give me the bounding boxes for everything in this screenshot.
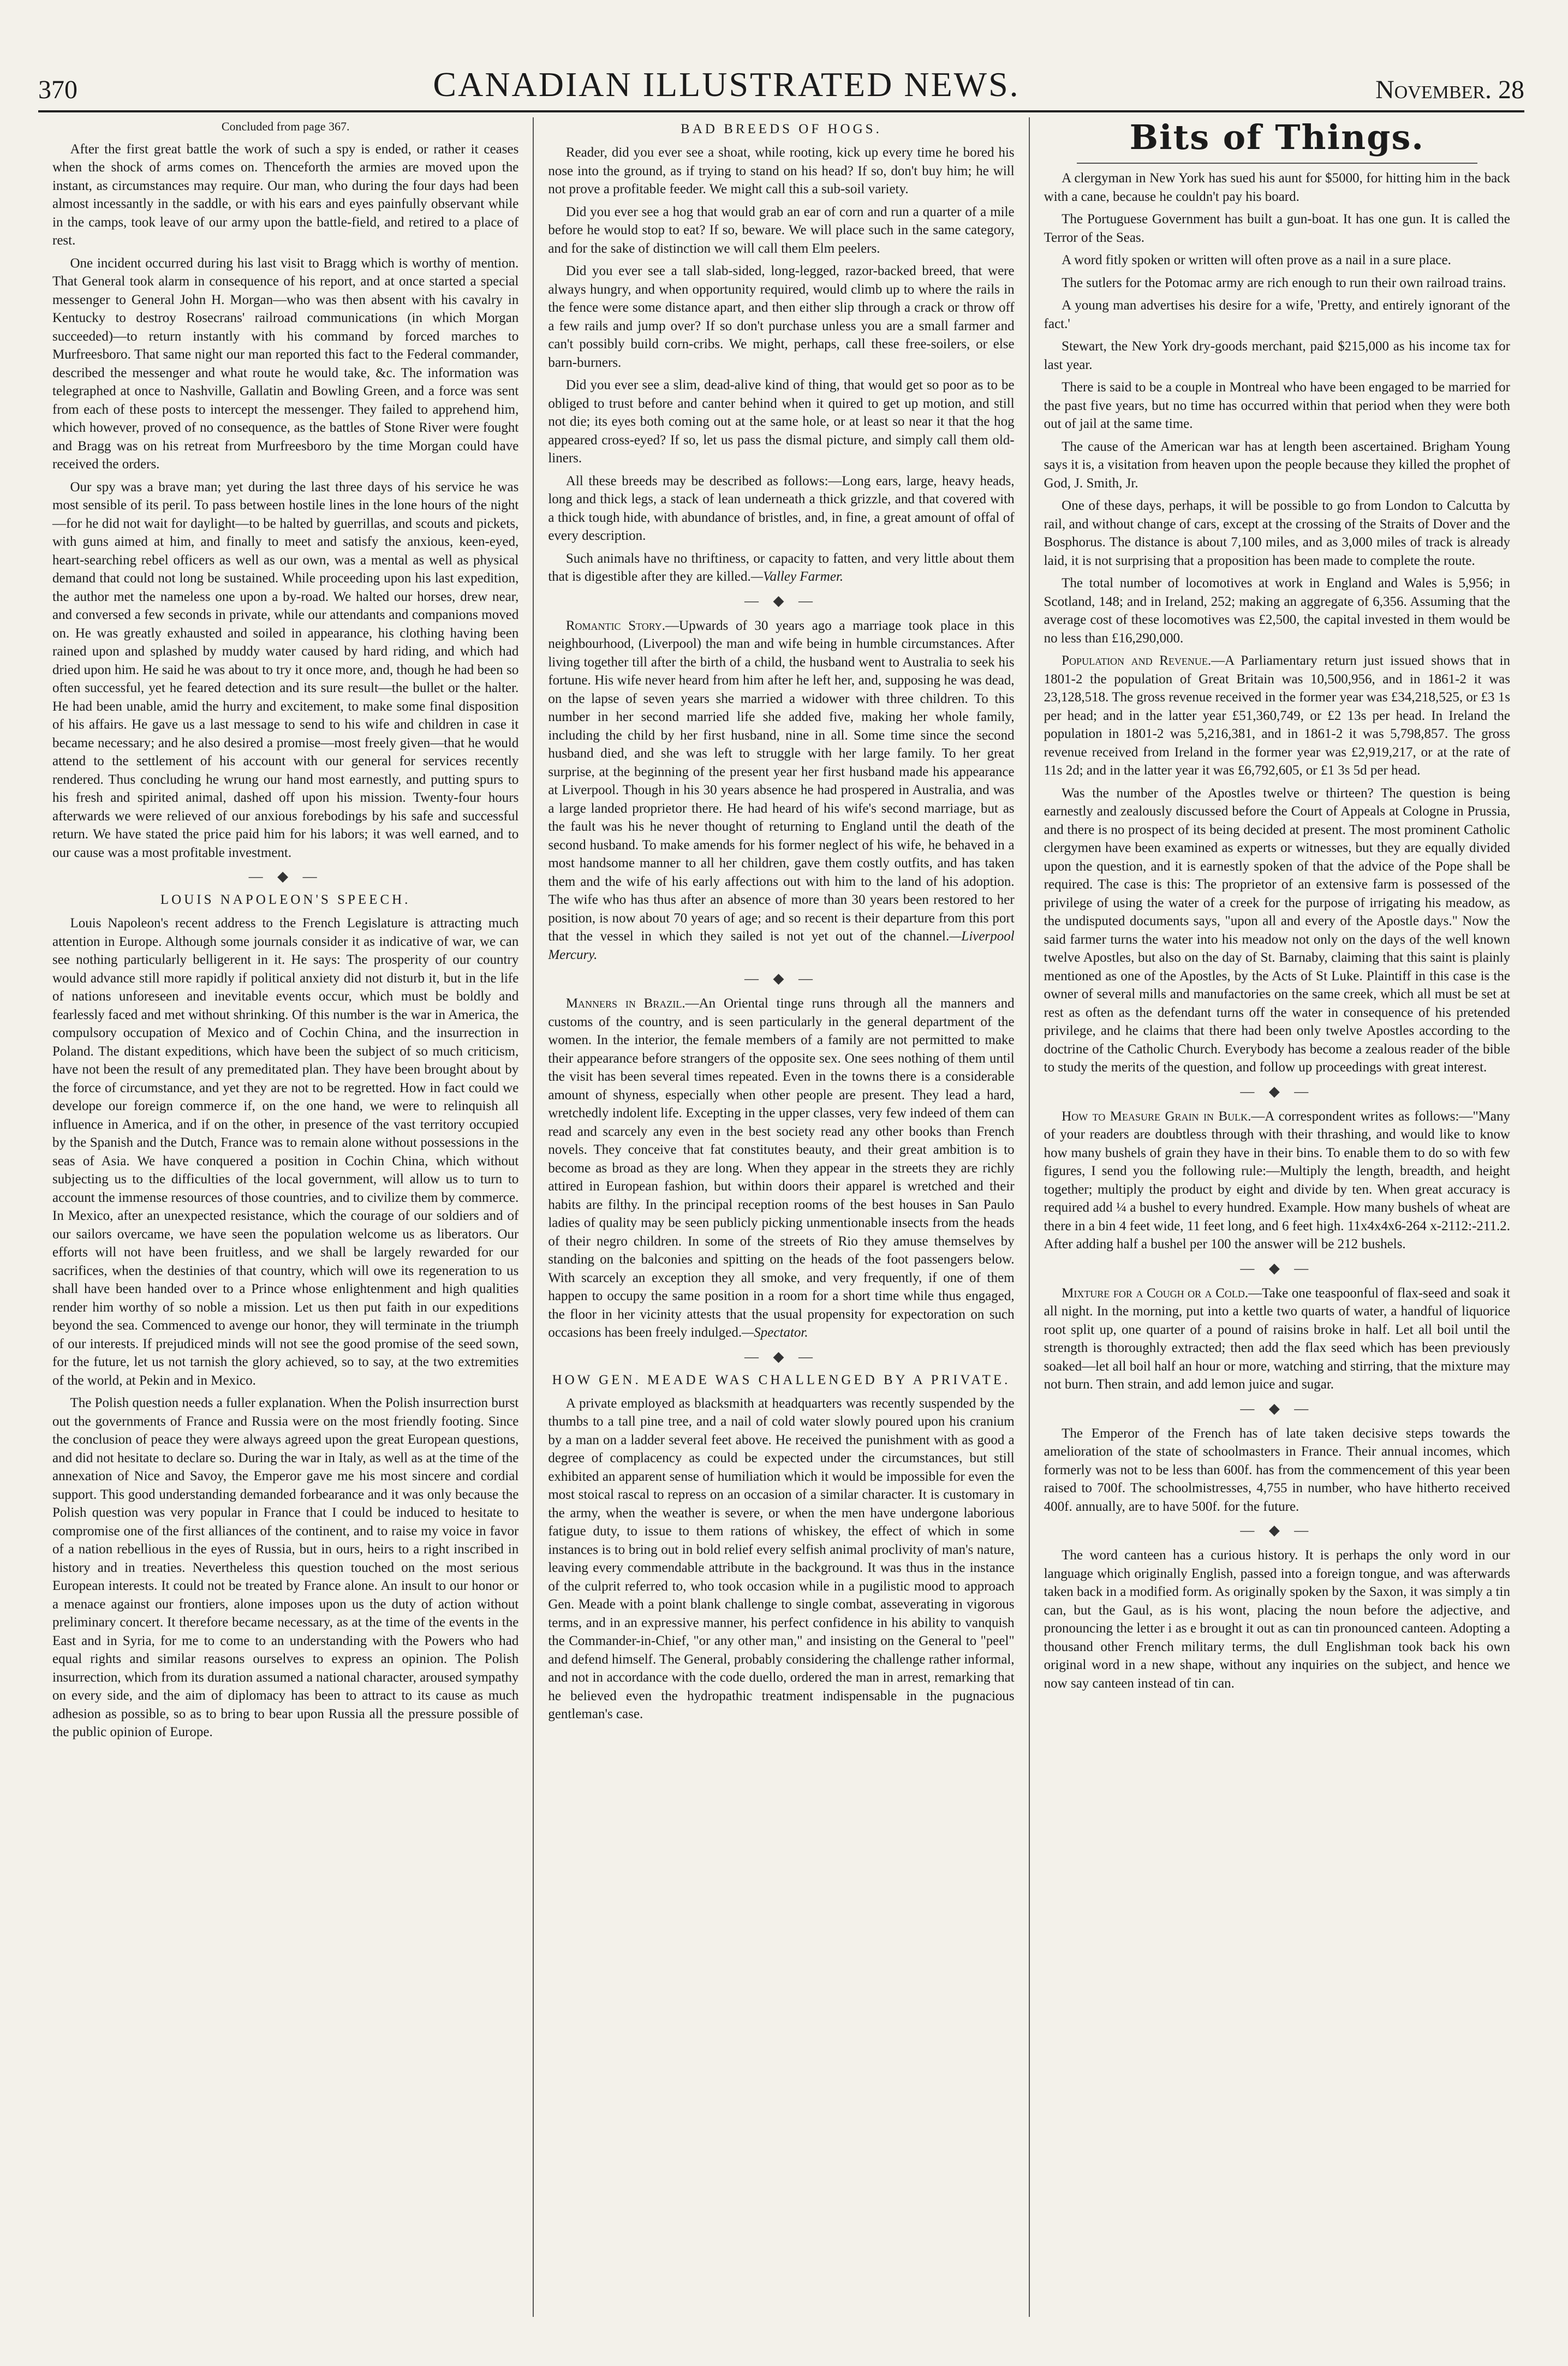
paragraph: Louis Napoleon's recent address to the French Legislature is attracting much attention in Europe. Although some journals consider it as indicative of war, we can see nothing particularly belligerent in it. He says: The prosperity of our country would advance still more rapidly if political anxiety did not disturb it, but in the life of nations unforeseen and inevitable events occur, which must be boldly and fearlessly faced and met without shrinking. Of this number is the war in America, the compulsory occupation of Mexico and of Cochin China, and the insurrection in Poland. The distant expeditions, which have been the subject of so much criticism, have not been the result of any premeditated plan. They have been brought about by the force of circumstance, and yet they are not to be regretted. How in fact could we develope our foreign commerce if, on the one hand, we were to relinquish all influence in America, and if on the other, in presence of the vast territory occupied by the Spanish and the Dutch, France was to remain alone without possessions in the seas of Asia. We have conquered a position in Cochin China, which without subjecting us to the difficulties of the local government, will allow us to turn to account the immense resources of those countries, and to civilize them by commerce. In Mexico, after an unexpected resistance, which the courage of our soldiers and of our sailors overcame, we have seen the population welcome us as liberators. Our efforts will not have been fruitless, and we shall be largely rewarded for our sacrifices, when the destinies of that country, which will owe its regeneration to us shall have been handed over to a Prince whose enlightenment and high qualities render him worthy of so noble a mission. Let us then put faith in our expeditions beyond the sea. Commenced to avenge our honor, they will terminate in the triumph of our interests. If prejudiced minds will not see the good promise of the seed sown, for the future, let us not tarnish the glory achieved, so to say, at the two extremities of the world, at Pekin and in Mexico. (52, 916, 519, 1388)
paragraph: Did you ever see a tall slab-sided, long-legged, razor-backed breed, that were always hungry, and when opportunity required, would climb up to where the rails in the fence were some distance apart, and then either slip through a crack or throw off a few rails and jump over? If so don't purchase unless you are a small farmer and can't possibly build corn-cribs. We might, perhaps, call these free-soilers, or else barn-burners. (548, 264, 1015, 370)
paragraph: A private employed as blacksmith at headquarters was recently suspended by the thumbs to a tall pine tree, and a nail of cold water slowly poured upon his cranium by a man on a ladder several feet above. He received the punishment with as good a degree of complacency as could be expected under the circumstances, but still exhibited an apparent sense of humiliation which it would be impossible for even the most stoical rascal to repress on an occasion of a similar character. It is customary in the army, when the weather is severe, or when the men have undergone laborious fatigue duty, to issue to them rations of whiskey, the effect of which in some instances is to bring out in bold relief every selfish animal proclivity of man's nature, leaving every commendable attribute in the background. It was thus in the instance of the culprit referred to, who took occasion while in a pugilistic mood to approach Gen. Meade with a point blank challenge to single combat, asseverating in vigorous terms, and in an expressive manner, his perfect confidence in his ability to vanquish the Commander-in-Chief, "or any other man," and insisting on the General to "peel" and defend himself. The General, probably considering the challenge rather informal, and not in accordance with the code duello, ordered the man in arrest, remarking that he believed even the hydropathic treatment indispensable in the pugnacious gentleman's case. (548, 1396, 1015, 1721)
article-heading: BAD BREEDS OF HOGS. (681, 122, 882, 136)
section-separator: — ◆ — (744, 592, 818, 609)
paragraph: A clergyman in New York has sued his aunt for $5000, for hitting him in the back with a cane, because he couldn't pay his board. (1044, 171, 1510, 204)
continuation-note: Concluded from page 367. (221, 120, 350, 133)
paragraph-text: —Take one teaspoonful of flax-seed and soak it all night. In the morning, put into a kettle two quarts of water, a handful of liquorice root split up, one quarter of a pound of raisins broke in half. Let all boil until the strength is thoroughly extracted; then add the flax seed which has been previously soaked—let all boil half an hour or more, watching and stirring, that the mixture may not burn. Then strain, and add lemon juice and sugar. (1044, 1285, 1510, 1392)
paragraph: The cause of the American war has at length been ascertained. Brigham Young says it is, a visitation from heaven upon the people because they killed the prophet of God, J. Smith, Jr. (1044, 439, 1510, 491)
article-columns (38, 117, 1524, 2317)
paragraph: The sutlers for the Potomac army are rich enough to run their own railroad trains. (1062, 275, 1506, 290)
run-in-heading: Manners in Brazil. (565, 996, 685, 1011)
section-separator: — ◆ — (1240, 1522, 1314, 1538)
run-in-heading: How to Measure Grain in Bulk. (1062, 1108, 1251, 1124)
paragraph: Our spy was a brave man; yet during the last three days of his service he was most sensible of its peril. To pass between hostile lines in the lone hours of the night—for he did not wait for daylight—to be halted by guerrillas, and scouts and pickets, with guns aimed at him, and finally to meet and satisfy the anxious, keen-eyed, heart-searching rebel officers as well as our own, was a mental as well as physical demand that could not long be sustained. While proceeding upon his last expedition, the author met the nameless one upon a by-road. We halted our horses, drew near, and conversed a few seconds in private, while our attendants and companions moved on. He was greatly exhausted and soiled in appearance, his clothing having been rained upon and splashed by muddy water caused by hard riding, and which had dried upon him. He said he was about to try it once more, and, though he had been so often successful, yet he feared detection and its sure result—the bullet or the halter. He had been unable, amid the hurry and excitement, to make some final disposition of his affairs. He gave us a last message to send to his wife and children in case it became necessary; and he also desired a promise—most freely given—that he would attend to the settlement of his account with our general for services recently rendered. Thus concluding he wrung our hand most earnestly, and putting spurs to his fresh and spirited animal, dashed off upon his mission. Twenty-four hours afterwards we were relieved of our anxious forebodings by his safe and successful return. We have stated the price paid him for his labors; it was well earned, and to our cause was a most profitable investment. (52, 479, 519, 860)
paragraph: One incident occurred during his last visit to Bragg which is worthy of mention. That General took alarm in consequence of his report, and at once started a special messenger to General John H. Morgan—who was then absent with his cavalry in Kentucky to destroy Rosecrans' railroad communications (in which Morgan succeeded)—to return instantly with his command by forced marches to Murfreesboro. That same night our man reported this fact to the Federal commander, described the messenger and what route he would take, &c. The information was telegraphed at once to Nashville, Gallatin and Bowling Green, and a force was sent from each of these posts to intercept the messenger. They failed to apprehend him, which however, proved of no consequence, as the battles of Stone River were fought and Bragg was on his retreat from Murfreesboro by the time Morgan could have received the orders. (52, 255, 519, 472)
section-separator: — ◆ — (1240, 1400, 1314, 1416)
paragraph (1044, 652, 1510, 780)
section-separator: — ◆ — (248, 868, 323, 884)
section-title: Bits of Things. (1129, 117, 1425, 157)
section-separator: — ◆ — (744, 1348, 818, 1364)
paragraph-text: —Upwards of 30 years ago a marriage took place in this neighbourhood, (Liverpool) the man and wife being in humble circumstances. After living together till after the birth of a child, the husband went to Australia to seek his fortune. His wife never heard from him after he left her, and, supposing he was dead, on the lapse of seven years she married a widower with three children. To this number in her second married life she added five, making her whole family, including the child by her first husband, nine in all. Some time since the second husband died, and she was left to struggle with her large family. To her great surprise, at the beginning of the present year her first husband made his appearance at Liverpool. Though in his 30 years absence he had prospered in Australia, and was a large landed proprietor there. He had heard of his wife's second marriage, but as the fault was his he never thought of returning to England until the death of the second husband. To make amends for his former neglect of his wife, he behaved in a most handsome manner to all her children, gave them costly outfits, and has taken them and the wife of his early affections out with him to the land of his adoption. The wife who has thus after an absence of more than 30 years been restored to her position, is now about 70 years of age; and so recent is their departure from this port that the vessel in which they sailed is not yet out of the channel. (548, 618, 1015, 944)
paragraph: After the first great battle the work of such a spy is ended, or rather it ceases when the shock of arms comes on. Thenceforth the armies are moved upon the instant, as circumstances may require. Our man, who during the four days had been almost incessantly in the saddle, or with his ears and eyes painfully observant while in the camps, took leave of our army upon the battle-field, and retired to a place of rest. (52, 141, 519, 248)
paragraph: There is said to be a couple in Montreal who have been engaged to be married for the past five years, but no time has occurred within that period when they were both out of jail at the same time. (1044, 380, 1510, 431)
masthead (38, 39, 1524, 112)
column-2 (533, 117, 1028, 2317)
page-number: 370 (38, 75, 77, 104)
paragraph: All these breeds may be described as follows:—Long ears, large, heavy heads, long and thick legs, a stack of lean underneath a thick grizzle, and that covered with a thick tough hide, with abundance of bristles, and, in fine, a great amount of offal of every description. (548, 473, 1015, 543)
source-signature: —Spectator. (742, 1325, 808, 1340)
paragraph-text: Such animals have no thriftiness, or capacity to fatten, and very little about them that is digestible after they are killed. (548, 551, 1015, 584)
paragraph: A word fitly spoken or written will often prove as a nail in a sure place. (1062, 253, 1451, 267)
paragraph: The Emperor of the French has of late taken decisive steps towards the amelioration of the state of schoolmasters in France. Their annual incomes, which formerly was not to be less than 600f. has from the commencement of this year been raised to 700f. The schoolmistresses, 4,755 in number, who have hitherto received 400f. annually, are to have 500f. for the future. (1044, 1426, 1510, 1514)
paragraph (548, 617, 1014, 964)
paragraph: Did you ever see a slim, dead-alive kind of thing, that would get so poor as to be obliged to trust before and canter behind when it quired to get up motion, and still not die; its eyes both coming out at the same hole, or at least so near it that the hog appeared cross-eyed? If so, let us pass the dismal picture, and simply call them old-liners. (548, 378, 1015, 466)
column-3 (1029, 117, 1524, 2317)
paragraph: The total number of locomotives at work in England and Wales is 5,956; in Scotland, 148; and in Ireland, 252; making an aggregate of 6,356. Assuming that the average cost of these locomotives was £2,500, the capital invested in them would be no less than £16,290,000. (1044, 576, 1510, 646)
newspaper-title: CANADIAN ILLUSTRATED NEWS. (433, 65, 1020, 104)
paragraph: One of these days, perhaps, it will be possible to go from London to Calcutta by rail, and without change of cars, except at the crossing of the Straits of Dover and the Bosphorus. The distance is about 7,100 miles, and as 3,000 miles of track is already laid, it is not surprising that a proposition has been made to complete the route. (1044, 498, 1510, 568)
paragraph: Reader, did you ever see a shoat, while rooting, kick up every time he bored his nose into the ground, as if trying to stand on his head? If so, don't buy him; he will not prove a profitable feeder. We might call this a sub-soil variety. (548, 145, 1015, 196)
paragraph (1044, 1284, 1510, 1394)
section-separator: — ◆ — (1240, 1083, 1314, 1099)
source-signature: —Liverpool Mercury. (548, 929, 1015, 962)
paragraph: Stewart, the New York dry-goods merchant, paid $215,000 as his income tax for last year. (1044, 339, 1510, 372)
paragraph-text: —A Parliamentary return just issued shows that in 1801-2 the population of Great Britain was 10,500,956, and in 1861-2 it was 23,128,518. The gross revenue received in the former year was £34,218,525, or £3 1s per head; and in the latter year £51,360,749, or £2 13s per head. In Ireland the population in 1801-2 was 5,216,381, and in 1861-2 it was 5,798,857. The gross revenue received from Ireland in the former year was £2,919,217, or at the rate of 11s 2d; and in the latter year it was £6,792,605, or £1 3s 5d per head. (1044, 653, 1510, 778)
paragraph (1044, 1107, 1510, 1254)
paragraph: Was the number of the Apostles twelve or thirteen? The question is being earnestly and zealously discussed before the Court of Appeals at Cologne in Prussia, and there is no prospect of its being decided at present. The most prominent Catholic clergymen have been examined as experts or witnesses, but they are equally divided upon the question, and it is earnestly spoken of that the advice of the Pope shall be required. The case is this: The proprietor of an extensive farm is possessed of the privilege of using the water of a creek for the purpose of irrigating his meadow, as the undisputed documents says, "upon all and every of the Apostle days." Now the said farmer turns the water into his meadow not only on the days of the well known twelve Apostles, but also on the day of St. Barnaby, claiming that this saint is plainly mentioned as one of the Apostles, by the Acts of St Luke. Plaintiff in this case is the owner of several mills and manufactories on the same creek, which all must be set at rest as often as the defendant turns off the water in consequence of his pretended privilege, and he claims that there had been only twelve Apostles according to the doctrine of the Catholic Church. Everybody has become a zealous reader of the bible to study the merits of the question, and follow up proceedings with great interest. (1044, 785, 1510, 1075)
section-separator: — ◆ — (1240, 1260, 1314, 1276)
paragraph (548, 994, 1014, 1342)
section-separator: — ◆ — (744, 970, 818, 986)
run-in-heading: Population and Revenue. (1062, 653, 1212, 668)
column-1 (38, 117, 533, 2317)
run-in-heading: Romantic Story. (565, 618, 666, 633)
article-heading: HOW GEN. MEADE WAS CHALLENGED BY A PRIVATE. (552, 1372, 1011, 1387)
article-heading: LOUIS NAPOLEON'S SPEECH. (160, 892, 411, 907)
run-in-heading: Mixture for a Cough or a Cold. (1062, 1285, 1249, 1301)
paragraph (548, 550, 1014, 586)
paragraph: Did you ever see a hog that would grab an ear of corn and run a quarter of a mile before he would stop to eat? If so, beware. We will place such in the same category, and for the sake of distinction we will call them Elm peelers. (548, 204, 1015, 256)
title-rule (1077, 163, 1477, 164)
paragraph: The Polish question needs a fuller explanation. When the Polish insurrection burst out the governments of France and Russia were on the most friendly footing. Since the conclusion of peace they were always agreed upon the great European questions, and did not hesitate to declare so. During the war in Italy, as well as at the time of the annexation of Nice and Savoy, the Emperor gave me his most sincere and cordial support. This good understanding demanded forbearance and it was only because the Polish question was very popular in France that I could be induced to hesitate to compromise one of the first alliances of the continent, and to raise my voice in favor of a nation rebellious in the eyes of Russia, but in ours, heirs to a right inscribed in history and in treaties. Nevertheless this question touched on the most serious European interests. It could not be treated by France alone. An insult to our honor or a menace against our frontiers, alone imposes upon us the duty of action without preliminary concert. It therefore became necessary, as at the time of the events in the East and in Syria, for me to come to an understanding with the Powers who had equal rights and similar reasons ourselves to express an opinion. The Polish insurrection, which from its duration assumed a national character, aroused sympathy on every side, and the aim of diplomacy has been to attract to its cause as much adhesion as possible, so as to bring to bear upon Russia all the pressure possible of the public opinion of Europe. (52, 1396, 519, 1739)
paragraph: The Portuguese Government has built a gun-boat. It has one gun. It is called the Terror of the Seas. (1044, 212, 1510, 245)
paragraph: The word canteen has a curious history. It is perhaps the only word in our language which originally English, passed into a foreign tongue, and was afterwards taken back in a modified form. As originally spoken by the Saxon, it was simply a tin can, but the Gaul, as is his wont, placing the noun before the adjective, and pronouncing the letter i as e brought it out as can tin pronounced canteen. Adopting a thousand other French military terms, the dull Englishman took back his own original word in a new shape, without any inquiries on the subject, and hence we now say canteen instead of tin can. (1044, 1548, 1510, 1691)
source-signature: —Valley Farmer. (750, 569, 844, 584)
paragraph-text: —A correspondent writes as follows:—"Many of your readers are doubtless through with their thrashing, and would like to know how many bushels of grain they have in their bins. To enable them to do so with few figures, I send you the following rule:—Multiply the length, breadth, and height together; multiply the product by eight and divide by ten. When great accuracy is required add ¼ a bushel to every hundred. Example. How many bushels of wheat are there in a bin 4 feet wide, 11 feet long, and 6 feet high. 11x4x4x6-264 x-2112:-211.2. After adding half a bushel per 100 the answer will be 212 bushels. (1044, 1108, 1510, 1251)
paragraph-text: —An Oriental tinge runs through all the manners and customs of the country, and is seen particularly in the general department of the women. In the interior, the female members of a family are not permitted to make their appearance before strangers of the opposite sex. One sees nothing of them until the visit has been several times repeated. Even in the towns there is a considerable amount of shyness, especially when other people are present. They lead a hard, wretchedly indolent life. Excepting in the upper classes, very few indeed of them can read and scarcely any even in the best society read any other books than French novels. They conceive that fat constitutes beauty, and their great ambition is to become as broad as they are long. When they appear in the streets they are richly attired in European fashion, but within doors their apparel is wretched and their habits are filthy. In the principal reception rooms of the best houses in San Paulo ladies of quality may be seen publicly picking unmentionable insects from the heads of their negro children. In some of the streets of Rio they amuse themselves by standing on the balconies and spitting on the heads of the foot passengers below. With scarcely an exception they all smoke, and very frequently, if one of them happen to occupy the same position in a room for a short time while thus engaged, the floor in her vicinity attests that the usual propensity for expectoration on such occasions has been freely indulged. (548, 996, 1015, 1340)
paragraph: A young man advertises his desire for a wife, 'Pretty, and entirely ignorant of the fact.' (1044, 298, 1510, 331)
issue-date: November. 28 (1375, 75, 1524, 104)
